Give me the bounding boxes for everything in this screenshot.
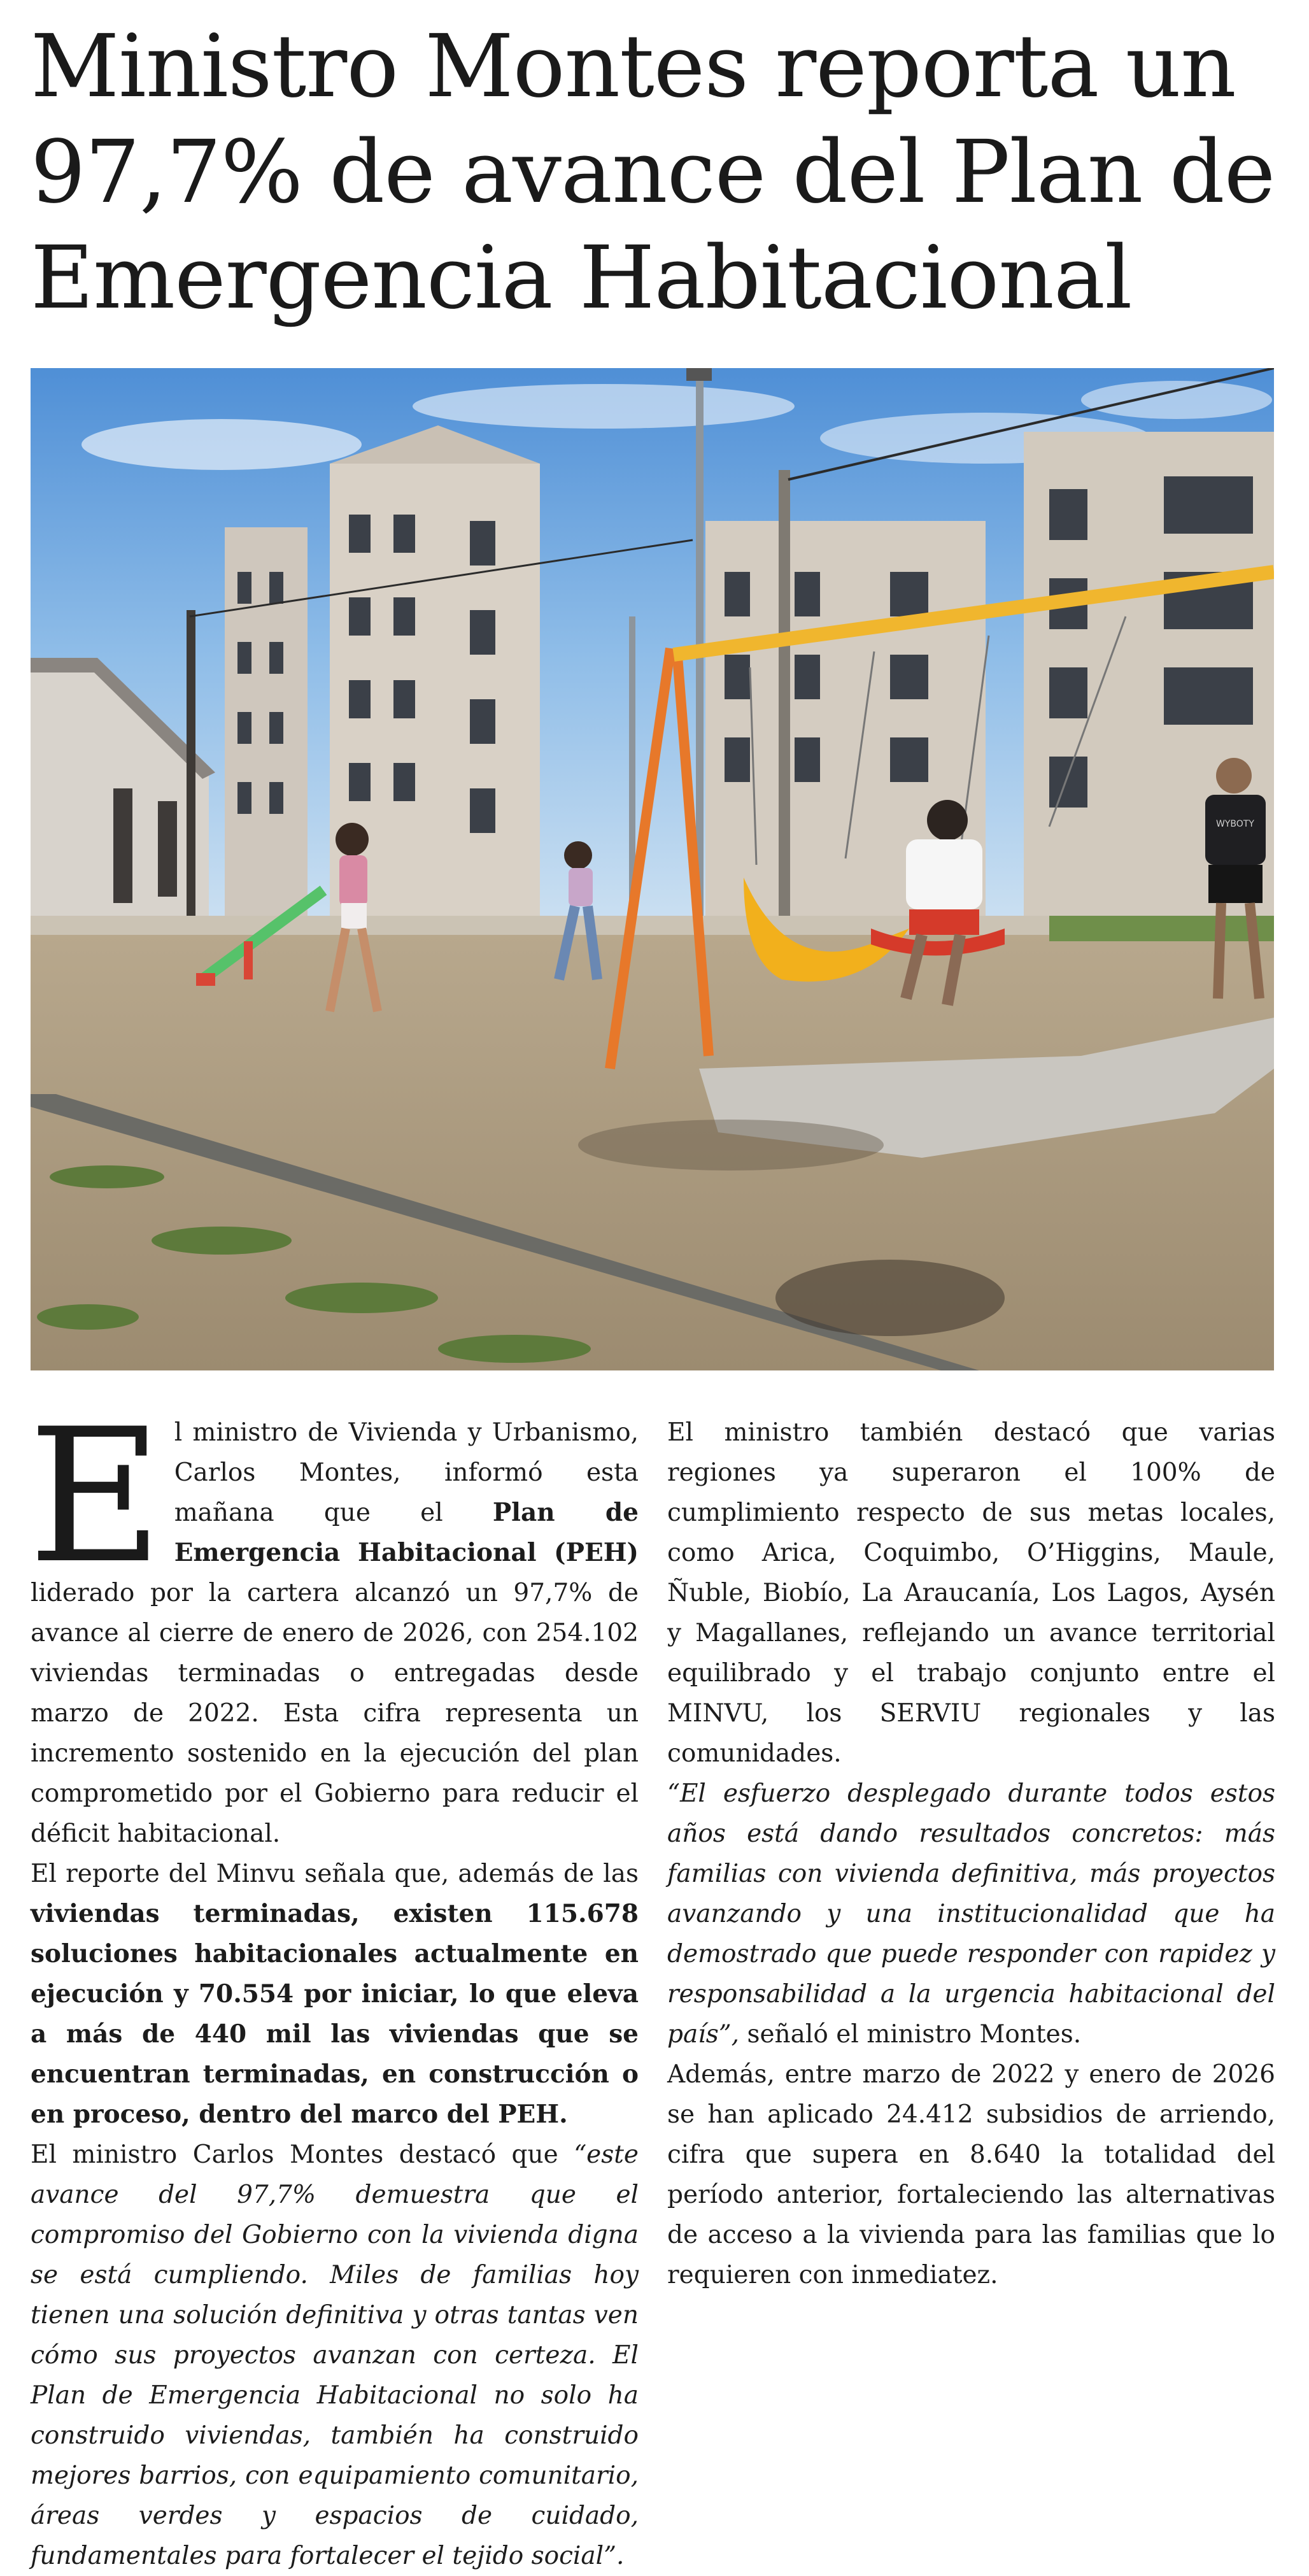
article-column-right	[667, 1413, 1275, 2295]
p1-bold-text: Plan de Emergencia Habitacional (PEH)	[174, 1498, 639, 1567]
paragraph-4: El ministro también destacó que varias regiones ya superaron el 100% de cumplimiento respecto de sus metas locales, como Arica, Coquimbo, O’Higgins, Maule, Ñuble, Biobío, La Araucanía, Los Lagos, Aysén y Magallanes, reflejando un avance territorial equilibrado y el trabajo conjunto entre el MINVU, los SERVIU regionales y las comunidades.	[667, 1418, 1275, 1768]
p2-text-a: El reporte del Minvu señala que, además de las	[31, 1860, 639, 1888]
paragraph-1	[28, 1390, 639, 1854]
p5-attribution: señaló el ministro Montes.	[739, 2020, 1082, 2049]
p5-quote: “El esfuerzo desplegado durante todos estos años está dando resultados concretos: más familias con vivienda definitiva, más proyectos avanzando y una institucionalidad que ha demostrado que puede responder con rapidez y responsabilidad a la urgencia habitacional del país”,	[667, 1779, 1275, 2049]
article-photo-playground	[31, 368, 1274, 1370]
article-headline	[31, 14, 1278, 331]
paragraph-5	[667, 1774, 1275, 2054]
paragraph-2	[31, 1854, 639, 2135]
p3-quote: “este avance del 97,7% demuestra que el compromiso del Gobierno con la vivienda digna se está cumpliendo. Miles de familias hoy tienen una solución definitiva y otras tantas ven cómo sus proyectos avanzan con certeza. El Plan de Emergencia Habitacional no solo ha construido viviendas, también ha construido mejores barrios, con equipamiento comunitario, áreas verdes y espacios de cuidado, fundamentales para fortalecer el tejido social”.	[31, 2140, 639, 2570]
headline-line-1: Ministro Montes reporta un	[31, 17, 1236, 117]
p1-text-c: liderado por la cartera alcanzó un 97,7% de avance al cierre de enero de 2026, con 254.102 viviendas terminadas o entregadas desde marzo de 2022. Esta cifra representa un incremento sostenido en la ejecución del plan comprometido por el Gobierno para reducir el déficit habitacional.	[31, 1579, 639, 1848]
headline-line-3: Emergencia Habitacional	[31, 228, 1132, 329]
shirt-text: WYBOTY	[1216, 819, 1254, 829]
p2-bold-text: viviendas terminadas, existen 115.678 soluciones habitacionales actualmente en ejecución y 70.554 por iniciar, lo que eleva a más de 440 mil las viviendas que se encuentran terminadas, en construcción o en proceso, dentro del marco del PEH.	[31, 1899, 639, 2129]
paragraph-3	[31, 2135, 639, 2576]
p3-text-a: El ministro Carlos Montes destacó que	[31, 2140, 574, 2169]
article-column-left	[28, 1390, 639, 2576]
drop-cap: E	[28, 1390, 163, 1604]
p1-text-a: l ministro de Vivienda y Urbanismo, Carlos Montes, informó esta mañana que el	[174, 1418, 639, 1527]
headline-line-2: 97,7% de avance del Plan de	[31, 122, 1275, 223]
paragraph-6: Además, entre marzo de 2022 y enero de 2026 se han aplicado 24.412 subsidios de arriendo, cifra que supera en 8.640 la totalidad del período anterior, fortaleciendo las alternativas de acceso a la vivienda para las familias que lo requieren con inmediatez.	[667, 2060, 1275, 2289]
